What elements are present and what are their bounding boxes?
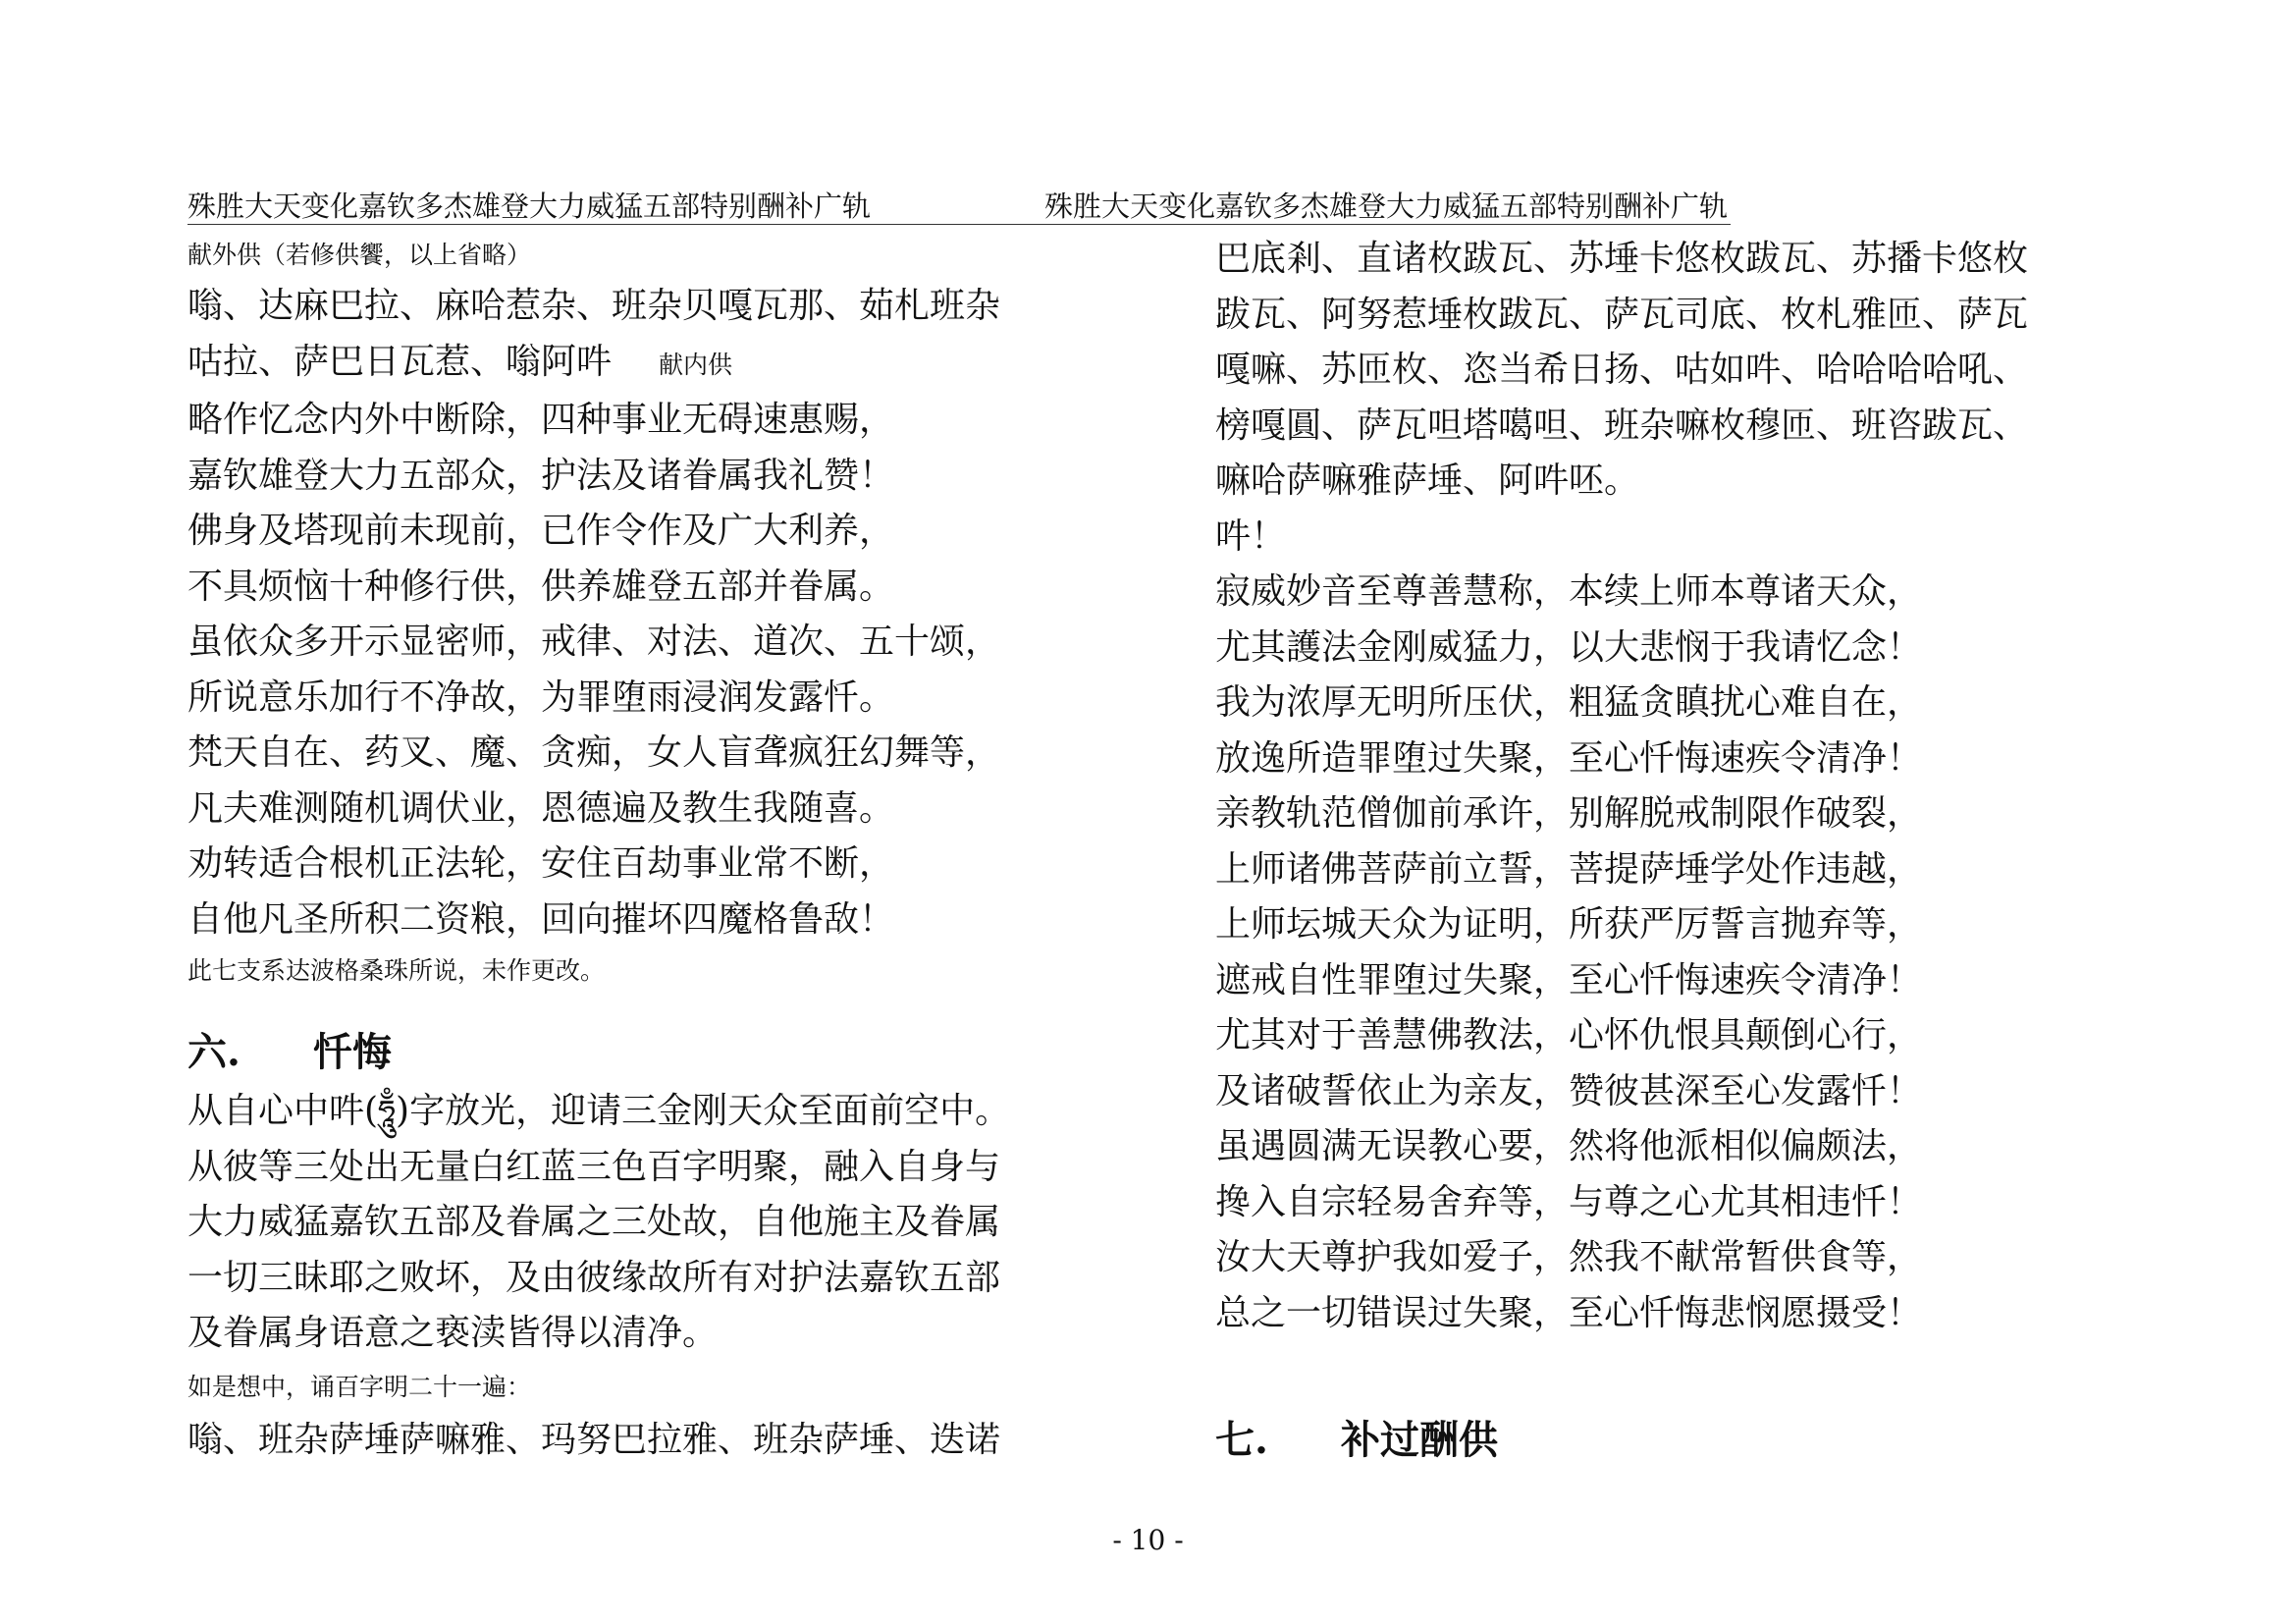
outer-offering-note: 献外供（若修供饗，以上省略） [187,241,532,269]
verse-line: 我为浓厚无明所压伏，粗猛贪瞋扰心难自在， [1215,682,1923,723]
paragraph-line: 一切三昧耶之败坏，及由彼缘故所有对护法嘉钦五部 [187,1257,1001,1298]
verse-line: 汝大天尊护我如爱子，然我不献常暂供食等， [1215,1237,1923,1277]
paragraph-line: 大力威猛嘉钦五部及眷属之三处故，自他施主及眷属 [187,1202,1001,1242]
mantra-line [187,335,1081,394]
verse-line: 自他凡圣所积二资粮，回向摧坏四魔格鲁敌！ [187,898,895,940]
section-title: 忏悔 [313,1029,392,1075]
verse-line: 上师诸佛菩萨前立誓，菩提萨埵学处作违越， [1215,848,1923,890]
verse-line: 虽遇圆满无误教心要，然将他派相似偏颇法， [1215,1126,1923,1166]
verse-line: 尤其護法金刚威猛力，以大悲悯于我请忆念！ [1215,626,1923,668]
verse-line: 所说意乐加行不净故，为罪堕雨浸润发露忏。 [187,676,895,718]
verse-line: 梵天自在、药叉、魔、贪痴，女人盲聋疯狂幻舞等， [187,732,1001,773]
verse-line: 嘉钦雄登大力五部众，护法及诸眷属我礼赞！ [187,455,895,496]
verse-line: 凡夫难测随机调伏业，恩德遍及教生我随喜。 [187,787,895,829]
mantra-text: 咕拉、萨巴日瓦惹、嗡阿吽 [187,341,613,382]
mantra-line: 嗡、班杂萨埵萨嘛雅、玛努巴拉雅、班杂萨埵、迭诺 [187,1419,1001,1460]
paragraph-line [187,1084,1081,1140]
mantra-line: 嘛哈萨嘛雅萨埵、阿吽呸。 [1215,460,1640,501]
verse-line: 放逸所造罪堕过失聚，至心忏悔速疾令清净！ [1215,737,1923,779]
section-heading-6 [187,1021,1081,1084]
paragraph-text: )字放光，迎请三金刚天众至面前空中。 [396,1091,1011,1131]
hum-line: 吽！ [1215,515,1287,557]
header-title-left: 殊胜大天变化嘉钦多杰雄登大力威猛五部特别酬补广轨 [187,189,872,223]
inner-offering-note: 献内供 [659,350,733,379]
verse-line: 及诸破誓依止为亲友，赞彼甚深至心发露忏！ [1215,1070,1923,1111]
header-title-right: 殊胜大天变化嘉钦多杰雄登大力威猛五部特别酬补广轨 [1044,189,1729,223]
recite-note: 如是想中，诵百字明二十一遍： [187,1372,532,1401]
mantra-line: 跋瓦、阿努惹埵枚跋瓦、萨瓦司底、枚札雅匝、萨瓦 [1215,294,2029,335]
section-number: 七. [1215,1417,1268,1463]
verse-line: 遮戒自性罪堕过失聚，至心忏悔速疾令清净！ [1215,959,1923,1001]
paragraph-line: 从彼等三处出无量白红蓝三色百字明聚，融入自身与 [187,1146,1001,1187]
mantra-line: 榜嘎圓、萨瓦呾塔噶呾、班杂嘛枚穆匝、班咨跋瓦、 [1215,405,2029,446]
section-number: 六. [187,1029,240,1075]
mantra-line: 嗡、达麻巴拉、麻哈惹杂、班杂贝嘎瓦那、茹札班杂 [187,286,1001,326]
verse-line: 尤其对于善慧佛教法，心怀仇恨具颠倒心行， [1215,1015,1923,1055]
paragraph-text: 从自心中吽( [187,1091,379,1131]
verse-line: 不具烦恼十种修行供，供养雄登五部并眷属。 [187,566,895,607]
left-column [187,232,1081,1468]
paragraph-line: 及眷属身语意之亵渎皆得以清净。 [187,1313,719,1353]
tibetan-seed-syllable: ཧཱུྃ [378,1093,397,1130]
verse-line: 寂威妙音至尊善慧称，本续上师本尊诸天众， [1215,571,1923,612]
mantra-line: 巴底剎、直诸枚跋瓦、苏埵卡悠枚跋瓦、苏播卡悠枚 [1215,239,2029,279]
section-title: 补过酬供 [1341,1417,1498,1463]
page-number: - 10 - [1112,1524,1184,1556]
seven-branch-note: 此七支系达波格桑珠所说，未作更改。 [187,956,606,985]
mantra-line: 嘎嘛、苏匝枚、恣当希日扬、咕如吽、哈哈哈哈吼、 [1215,350,2029,390]
verse-line: 略作忆念内外中断除，四种事业无碍速惠赐， [187,400,895,440]
verse-line: 虽依众多开示显密师，戒律、对法、道次、五十颂， [187,622,1001,662]
right-column [1215,232,2118,1470]
verse-line: 劝转适合根机正法轮，安住百劫事业常不断， [187,843,895,884]
verse-line: 佛身及塔现前未现前，已作令作及广大利养， [187,511,895,551]
verse-line: 亲教轨范僧伽前承许，别解脱戒制限作破裂， [1215,793,1923,834]
verse-line: 总之一切错误过失聚，至心忏悔悲悯愿摄受！ [1215,1292,1923,1333]
section-heading-7 [1215,1411,2118,1470]
header-rule [187,224,1731,225]
verse-line: 搀入自宗轻易舍弃等，与尊之心尤其相违忏！ [1215,1181,1923,1222]
verse-line: 上师坛城天众为证明，所获严厉誓言抛弃等， [1215,904,1923,945]
